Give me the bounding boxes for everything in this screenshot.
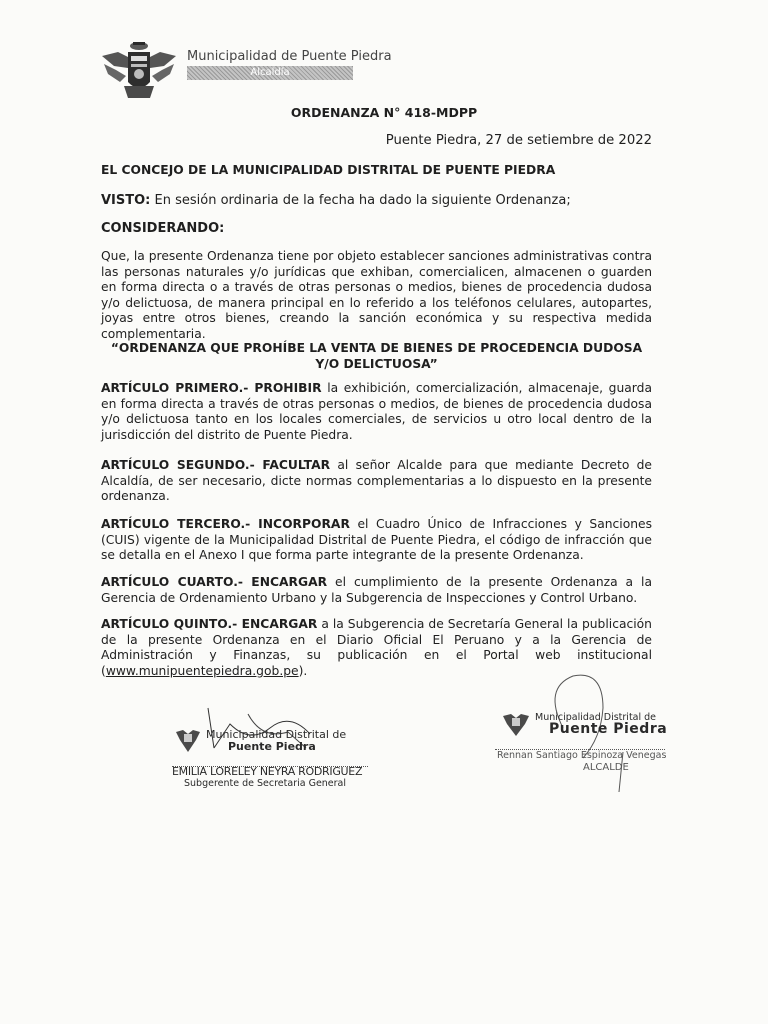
website-link[interactable]: www.munipuentepiedra.gob.pe — [105, 663, 299, 678]
article-fifth-text: a la Subgerencia de Secretaría General la publicación de la presente Ordenanza en el Diario Oficial El Peruano y a la Gerencia de Administración y Finanzas, su publicación en el Portal web institucional ( — [101, 617, 652, 678]
municipality-name: Municipalidad de Puente Piedra — [187, 49, 392, 64]
article-second — [101, 458, 652, 505]
signer-right-name: Rennan Santiago Espinoza Venegas — [497, 750, 667, 761]
article-fifth-tail: ). — [298, 663, 308, 678]
article-first-label: ARTÍCULO PRIMERO.- PROHIBIR — [101, 381, 322, 395]
article-third-label: ARTÍCULO TERCERO.- INCORPORAR — [101, 517, 350, 531]
stamp-left-line2: Puente Piedra — [228, 740, 316, 753]
article-fourth — [101, 575, 652, 606]
document-date: Puente Piedra, 27 de setiembre de 2022 — [385, 133, 652, 148]
visto-text: En sesión ordinaria de la fecha ha dado la siguiente Ordenanza; — [150, 193, 571, 208]
article-fourth-text: el cumplimiento de la presente Ordenanza a la Gerencia de Ordenamiento Urbano y la Subgerencia de Inspecciones y Control Urbano. — [101, 575, 652, 605]
signer-right-role: ALCALDE — [583, 762, 629, 773]
considerando-paragraph: Que, la presente Ordenanza tiene por objeto establecer sanciones administrativas contra las personas naturales y/o jurídicas que exhiban, comercialicen, almacenen o guarden en forma directa o a través de otras personas o medios, bienes de procedencia dudosa y/o delictuosa, de manera principal en lo referido a los teléfonos celulares, autopartes, joyas entre otros bienes, creando la sanción económica y su respectiva medida complementaria. — [101, 249, 652, 341]
council-heading: EL CONCEJO DE LA MUNICIPALIDAD DISTRITAL DE PUENTE PIEDRA — [101, 163, 556, 177]
signer-left-name: EMILIA LORELEY NEYRA RODRIGUEZ — [172, 765, 363, 778]
visto-paragraph — [101, 193, 652, 209]
visto-label: VISTO: — [101, 193, 151, 208]
article-first-text: la exhibición, comercialización, almacenaje, guarda en forma directa a través de otras personas o medios, de bienes de procedencia dudosa y/o delictuosa tanto en los locales comerciales, de servicios u otro local dentro de la jurisdicción del distrito de Puente Piedra. — [101, 381, 652, 442]
signer-left-role: Subgerente de Secretaria General — [184, 778, 347, 789]
stamp-right-line1: Municipalidad Distrital de — [535, 712, 657, 723]
article-third — [101, 517, 652, 564]
stamp-crest-icon — [501, 708, 531, 738]
article-second-text: al señor Alcalde para que mediante Decreto de Alcaldía, de ser necesario, dicte normas complementarias a lo dispuesto en la presente ordenanza. — [101, 458, 652, 504]
document-title: ORDENANZA N° 418-MDPP — [290, 105, 478, 120]
stamp-left-line1: Municipalidad Distrital de — [206, 728, 347, 741]
stamp-right-line2: Puente Piedra — [549, 721, 668, 737]
article-first — [101, 381, 652, 443]
signature-stamp-left — [170, 716, 380, 800]
article-fourth-label: ARTÍCULO CUARTO.- ENCARGAR — [101, 575, 328, 589]
ordinance-name: “ORDENANZA QUE PROHÍBE LA VENTA DE BIENES DE PROCEDENCIA DUDOSA Y/O DELICTUOSA” — [110, 341, 643, 371]
coat-of-arms-icon — [100, 38, 178, 102]
signature-stamp-right — [493, 668, 673, 798]
article-fifth-label: ARTÍCULO QUINTO.- ENCARGAR — [101, 617, 318, 631]
office-banner: Alcaldía — [187, 66, 353, 80]
considerando-heading: CONSIDERANDO: — [101, 221, 225, 236]
article-third-text: el Cuadro Único de Infracciones y Sanciones (CUIS) vigente de la Municipalidad Distrital de Puente Piedra, el código de infracción que se detalla en el Anexo I que forma parte integrante de la presente Ordenanza. — [101, 517, 652, 563]
article-second-label: ARTÍCULO SEGUNDO.- FACULTAR — [101, 458, 331, 472]
